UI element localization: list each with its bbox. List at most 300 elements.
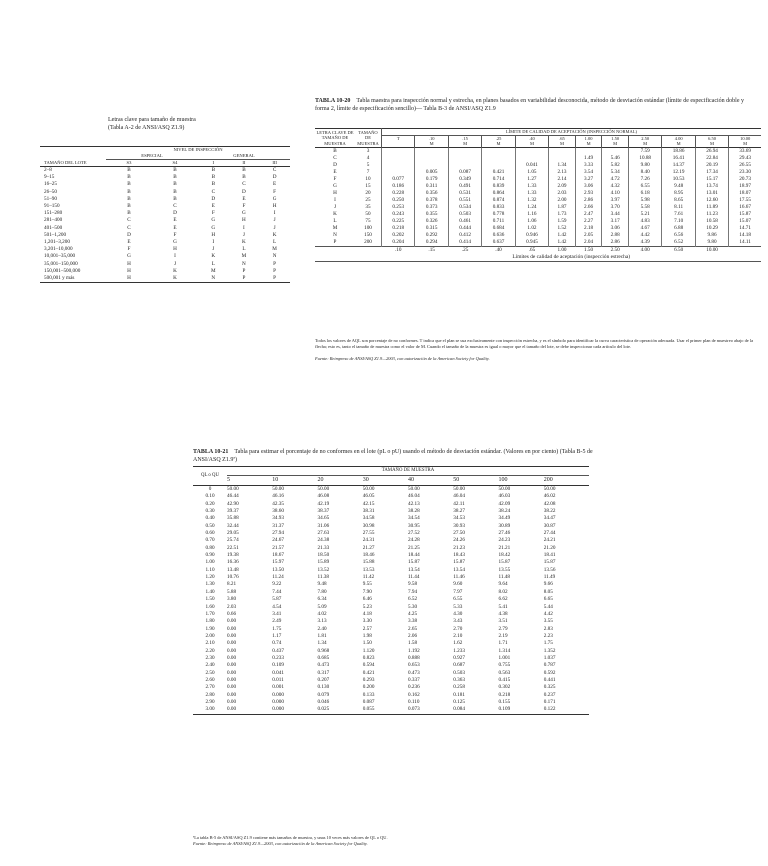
code-letter-cell: N (272, 253, 277, 260)
m-value-cell: 0.412 (448, 232, 481, 239)
tightened-aql-cell: .25 (448, 246, 481, 254)
q-value-cell: 1.00 (205, 559, 215, 566)
percent-cell: 46.05 (362, 493, 375, 500)
sample-size-header: 30 (363, 476, 408, 486)
percent-cell: 4.54 (272, 603, 282, 610)
percent-cell: 19.38 (227, 552, 239, 559)
code-letter-cell: B (242, 167, 246, 173)
percent-cell: 5.30 (408, 603, 418, 610)
percent-cell: 18.42 (498, 552, 511, 559)
percent-cell: 1.037 (543, 654, 556, 661)
percent-cell: 30.98 (362, 522, 375, 529)
aql-col-header: .40 (515, 135, 548, 141)
m-value-cell: 14.11 (729, 239, 761, 247)
code-letter-cell: L (211, 260, 215, 267)
percent-cell: 0.155 (498, 698, 511, 705)
table-row (40, 217, 290, 224)
table-row (315, 169, 761, 176)
m-value-cell: 3.06 (575, 183, 602, 190)
code-letter-cell: H (211, 231, 216, 238)
percent-cell: 42.35 (272, 500, 284, 507)
percent-cell: 30.89 (498, 522, 511, 529)
code-letter-cell: P (242, 267, 246, 274)
code-letter-cell: H (127, 260, 131, 267)
tightened-aql-cell: .40 (482, 246, 515, 254)
percent-cell: 4.42 (543, 610, 553, 617)
lot-size-cell: 2–8 (44, 167, 52, 173)
m-value-cell: 2.66 (575, 204, 602, 211)
sample-size-cell: 5 (366, 161, 370, 168)
table-row (315, 239, 761, 247)
m-col-header: M (549, 141, 576, 147)
code-letter-cell: G (173, 239, 177, 246)
sample-size-cell: 4 (366, 154, 370, 161)
percent-cell: 0.927 (453, 654, 465, 661)
q-value-cell: 1.70 (205, 610, 215, 617)
table-row (315, 211, 761, 218)
aql-col-header: 6.50 (695, 135, 728, 141)
m-value-cell: 0.839 (482, 183, 515, 190)
table-row (193, 537, 589, 544)
m-value-cell: 7.59 (628, 147, 661, 155)
code-letter-cell: D (272, 174, 277, 181)
m-value-cell: 0.218 (382, 225, 415, 232)
percent-cell: 3.43 (453, 618, 463, 625)
percent-cell: 50.00 (498, 486, 511, 492)
m-value-cell: 3.17 (602, 218, 629, 225)
code-letter-cell: L (333, 217, 337, 224)
lot-size-cell: 9–15 (44, 174, 55, 181)
m-value-cell: 17.34 (695, 169, 728, 176)
percent-cell: 15.89 (317, 559, 330, 566)
percent-cell: 42.13 (408, 500, 420, 507)
m-value-cell: 0.202 (382, 232, 415, 239)
tightened-aql-cell: .65 (515, 246, 548, 254)
percent-cell: 11.46 (453, 574, 465, 581)
aql-col-header: .10 (415, 135, 448, 141)
m-value-cell: 1.16 (515, 211, 548, 218)
m-value-cell: 0.356 (415, 190, 448, 197)
percent-cell: 0.473 (408, 669, 420, 676)
percent-cell: 3.80 (227, 596, 237, 603)
table-row (193, 633, 589, 640)
code-letter-cell: B (211, 181, 216, 188)
table-row (315, 162, 761, 169)
code-letter-cell: D (333, 161, 337, 168)
m-col-header: M (729, 141, 761, 147)
m-value-cell: 3.44 (602, 211, 629, 218)
percent-cell: 8.21 (227, 581, 237, 588)
code-letter-cell: H (173, 246, 177, 253)
m-value-cell: 6.55 (628, 183, 661, 190)
percent-cell: 2.23 (543, 632, 553, 639)
m-value-cell: 0.531 (448, 190, 481, 197)
percent-cell: 0.110 (408, 698, 420, 705)
percent-cell: 34.47 (543, 515, 556, 522)
percent-cell: 46.04 (453, 493, 465, 500)
m-value-cell: 10.88 (628, 155, 661, 162)
aql-col-header: 4.00 (662, 135, 695, 141)
sample-size-cell: 200 (364, 238, 372, 245)
table-a2-col-header: S4 (172, 160, 178, 165)
code-letter-cell: M (272, 246, 277, 253)
table-row (193, 523, 589, 530)
q-value-cell: 0.90 (205, 552, 215, 559)
table-row (193, 662, 589, 669)
percent-cell: 0.011 (272, 676, 284, 683)
percent-cell: 38.37 (317, 508, 330, 515)
percent-cell: 34.65 (317, 515, 330, 522)
table-row (315, 183, 761, 190)
table-a2-col-header: I (212, 160, 215, 165)
tightened-aql-cell: 10.00 (695, 246, 728, 254)
m-value-cell (415, 147, 448, 155)
table-10-20-hdr-size: TAMAÑO DE MUESTRA (357, 129, 379, 146)
percent-cell: 0.325 (543, 684, 556, 691)
m-value-cell (448, 147, 481, 155)
percent-cell: 34.49 (498, 515, 511, 522)
sample-size-cell: 150 (364, 231, 372, 238)
table-row (315, 218, 761, 225)
table-10-21-title: Tabla para estimar el porcentaje de no conformes en el lote (pL o pU) usando el método de desviación estándar. (Valores en por ciento) (Tabla B-5 de ANSI/ASQ Z1.9ª) (193, 449, 593, 463)
m-value-cell (482, 147, 515, 155)
q-value-cell: 1.50 (205, 596, 215, 603)
percent-cell: 0.000 (272, 691, 284, 698)
table-row (40, 261, 290, 268)
percent-cell: 25.74 (227, 537, 239, 544)
m-value-cell: 4.32 (602, 183, 629, 190)
percent-cell: 4.30 (453, 610, 463, 617)
q-value-cell: 1.10 (205, 566, 215, 573)
percent-cell: 2.40 (317, 625, 327, 632)
m-value-cell: 20.19 (695, 162, 728, 169)
percent-cell: 1.81 (317, 632, 327, 639)
m-value-cell: 2.88 (602, 232, 629, 239)
table-a2-group-especial: ESPECIAL (106, 153, 198, 160)
m-value-cell: 8.40 (628, 169, 661, 176)
m-value-cell: 0.414 (448, 239, 481, 247)
table-row (40, 232, 290, 239)
m-value-cell: 5.21 (628, 211, 661, 218)
m-value-cell: 26.55 (729, 162, 761, 169)
m-col-header: M (482, 141, 515, 147)
percent-cell: 0.293 (362, 676, 375, 683)
percent-cell: 6.55 (453, 596, 463, 603)
code-letter-cell: C (333, 154, 337, 161)
percent-cell: 3.41 (272, 610, 282, 617)
percent-cell: 50.00 (408, 486, 420, 492)
code-letter-cell: D (127, 231, 131, 238)
percent-cell: 29.05 (227, 530, 239, 537)
percent-cell: 50.00 (272, 486, 284, 492)
percent-cell: 6.46 (362, 596, 372, 603)
percent-cell: 1.75 (543, 640, 553, 647)
percent-cell: 18.46 (362, 552, 375, 559)
q-value-cell: 0.60 (205, 530, 215, 537)
m-value-cell: 7.26 (628, 176, 661, 183)
percent-cell: 9.48 (317, 581, 327, 588)
percent-cell: 11.48 (498, 574, 510, 581)
percent-cell: 50.00 (227, 486, 239, 492)
percent-cell: 11.24 (272, 574, 284, 581)
m-value-cell (382, 169, 415, 176)
percent-cell: 13.50 (272, 566, 284, 573)
m-value-cell: 10.58 (695, 218, 728, 225)
percent-cell: 38.27 (453, 508, 465, 515)
m-col-header: M (662, 141, 695, 147)
m-value-cell: 4.67 (628, 225, 661, 232)
percent-cell: 0.087 (362, 698, 375, 705)
q-value-cell: 2.80 (205, 691, 215, 698)
aql-col-header: 2.50 (628, 135, 661, 141)
code-letter-cell: J (212, 246, 215, 253)
table-row (40, 189, 290, 196)
percent-cell: 4.38 (498, 610, 508, 617)
percent-cell: 6.52 (408, 596, 418, 603)
m-value-cell: 12.60 (695, 197, 728, 204)
code-letter-cell: J (242, 231, 245, 238)
m-value-cell: 23.30 (729, 169, 761, 176)
table-10-20-hdr-letter: LETRA CLAVE DE TAMAÑO DE MUESTRA (316, 129, 354, 146)
lot-size-cell: 26–50 (44, 188, 57, 195)
percent-cell: 4.02 (317, 610, 327, 617)
m-value-cell: 0.228 (382, 190, 415, 197)
code-letter-cell: C (127, 217, 131, 224)
table-10-21-source: Fuente: Reimpreso de ANSI/ASQ Z1.9—2003, con autorización de la American Society for Quality. (193, 840, 368, 846)
percent-cell: 0.00 (227, 691, 237, 698)
table-row (193, 684, 589, 691)
percent-cell: 5.88 (227, 588, 237, 595)
table-row (40, 210, 290, 217)
percent-cell: 0.00 (227, 654, 237, 661)
percent-cell: 0.073 (408, 706, 453, 714)
q-value-cell: 2.00 (205, 632, 215, 639)
code-letter-cell: I (334, 196, 336, 203)
aql-col-header: 1.50 (602, 135, 629, 141)
code-letter-cell: B (173, 195, 177, 202)
percent-cell: 0.207 (317, 676, 330, 683)
percent-cell: 0.130 (317, 684, 330, 691)
tightened-aql-cell: .10 (382, 246, 415, 254)
m-value-cell: 3.54 (575, 169, 602, 176)
percent-cell: 5.09 (317, 603, 327, 610)
q-value-cell: 2.30 (205, 654, 215, 661)
m-col-header: M (602, 141, 629, 147)
sample-size-cell: 75 (365, 217, 371, 224)
percent-cell: 3.38 (408, 618, 418, 625)
lot-size-cell: 500,001 y más (40, 275, 106, 283)
percent-cell: 21.57 (272, 544, 284, 551)
q-value-cell: 2.90 (205, 698, 215, 705)
m-value-cell: 0.243 (382, 211, 415, 218)
lot-size-cell: 281–400 (44, 217, 63, 224)
percent-cell: 5.41 (498, 603, 508, 610)
code-letter-cell: J (333, 203, 337, 210)
percent-cell: 0.74 (272, 640, 282, 647)
m-value-cell: 11.23 (695, 211, 728, 218)
percent-cell: 9.66 (543, 581, 553, 588)
m-value-cell: 0.005 (415, 169, 448, 176)
percent-cell: 1.71 (498, 640, 508, 647)
m-value-cell: 0.946 (515, 232, 548, 239)
m-value-cell: 1.59 (549, 218, 576, 225)
percent-cell: 0.337 (408, 676, 420, 683)
percent-cell: 0.258 (453, 684, 465, 691)
table-row (40, 275, 290, 283)
percent-cell: 24.31 (362, 537, 375, 544)
lot-size-cell: 3,201–10,000 (44, 246, 73, 253)
m-value-cell: 22.84 (695, 155, 728, 162)
percent-cell: 0.00 (227, 647, 237, 654)
m-value-cell: 15.17 (695, 176, 728, 183)
table-row (40, 253, 290, 260)
m-value-cell: 0.253 (382, 204, 415, 211)
percent-cell: 2.10 (453, 632, 463, 639)
q-value-cell: 1.40 (205, 588, 215, 595)
bottom-spacer (315, 246, 355, 254)
percent-cell: 2.19 (498, 632, 508, 639)
percent-cell: 21.23 (453, 544, 465, 551)
percent-cell: 30.95 (408, 522, 420, 529)
code-letter-cell: C (242, 181, 246, 188)
m-value-cell: 14.18 (729, 232, 761, 239)
code-letter-cell: E (173, 217, 177, 224)
table-10-20-note: Todos los valores de AQL son porcentaje de no conformes. T indica que el plan se usa exclusivamente con inspección estrecha, y es el símbolo para identificar la curva característica de operación adecuada. Usar el primer plan de muestreo abajo de la flecha; esto es, tanto el tamaño de muestra como el valor de M. Cuando el tamaño de la muestra es igual o mayor que el tamaño del lote, se debe inspeccionar cada artículo del lote. (315, 338, 754, 349)
table-row (193, 677, 589, 684)
code-letter-cell: H (242, 217, 246, 224)
m-value-cell: 20.73 (729, 176, 761, 183)
percent-cell: 0.171 (543, 698, 556, 705)
percent-cell: 24.67 (272, 537, 284, 544)
m-value-cell: 9.80 (695, 239, 728, 247)
m-value-cell: 14.37 (662, 162, 695, 169)
m-value-cell: 29.43 (729, 155, 761, 162)
percent-cell: 32.44 (227, 522, 239, 529)
percent-cell: 46.02 (543, 493, 556, 500)
q-value-cell: 0.10 (205, 493, 215, 500)
table-row (193, 545, 589, 552)
percent-cell: 50.00 (317, 486, 330, 492)
m-value-cell: 14.71 (729, 225, 761, 232)
code-letter-cell: J (273, 217, 276, 224)
table-row (193, 567, 589, 574)
percent-cell: 24.38 (317, 537, 330, 544)
percent-cell: 0.00 (227, 640, 237, 647)
table-row (315, 147, 761, 155)
percent-cell: 27.63 (317, 530, 330, 537)
m-value-cell: 2.09 (549, 183, 576, 190)
m-value-cell: 1.52 (549, 225, 576, 232)
code-letter-cell: H (333, 189, 337, 196)
table-row (193, 515, 589, 522)
code-letter-cell: E (127, 239, 131, 246)
m-col-header: M (515, 141, 548, 147)
table-row (40, 225, 290, 232)
percent-cell: 31.37 (272, 522, 284, 529)
m-value-cell: 12.19 (662, 169, 695, 176)
m-value-cell: 6.18 (628, 190, 661, 197)
m-value-cell: 16.67 (729, 204, 761, 211)
code-letter-cell: P (273, 267, 277, 274)
q-value-cell: 1.20 (205, 574, 215, 581)
percent-cell: 13.48 (227, 566, 239, 573)
q-value-cell: 2.40 (205, 662, 215, 669)
m-value-cell: 18.07 (729, 190, 761, 197)
percent-cell: 27.46 (498, 530, 511, 537)
m-value-cell: 9.80 (628, 162, 661, 169)
q-value-cell: 0.30 (205, 508, 215, 515)
m-value-cell: 17.55 (729, 197, 761, 204)
table-a2-caption-line2: (Tabla A-2 de ANSI/ASQ Z1.9) (108, 124, 185, 131)
m-value-cell: 0.179 (415, 176, 448, 183)
m-value-cell: 13.74 (695, 183, 728, 190)
percent-cell: 50.00 (453, 486, 465, 492)
m-value-cell (549, 147, 576, 155)
percent-cell: 34.93 (272, 515, 284, 522)
m-value-cell: 0.778 (482, 211, 515, 218)
percent-cell: 46.03 (498, 493, 511, 500)
percent-cell: 0.200 (362, 684, 375, 691)
table-a2-group-title: NIVEL DE INSPECCIÓN (173, 147, 223, 152)
percent-cell: 0.00 (227, 706, 272, 714)
percent-cell: 0.563 (498, 669, 511, 676)
table-10-20-hdr-aql: LÍMITE DE CALIDAD DE ACEPTACIÓN (INSPECCIÓN NORMAL) (382, 129, 762, 136)
sample-size-cell: 35 (365, 203, 371, 210)
q-value-cell: 0.20 (205, 500, 215, 507)
percent-cell: 1.192 (408, 647, 420, 654)
table-a2-col-header: III (272, 160, 277, 165)
m-value-cell: 3.97 (602, 197, 629, 204)
percent-cell: 2.57 (362, 625, 372, 632)
table-row (193, 493, 589, 500)
percent-cell: 0.133 (362, 691, 375, 698)
percent-cell: 18.50 (317, 552, 330, 559)
code-letter-cell: B (242, 174, 246, 181)
percent-cell: 0.079 (317, 691, 330, 698)
m-value-cell: 0.087 (448, 169, 481, 176)
table-10-20-caption (315, 98, 755, 113)
m-value-cell: 0.355 (415, 211, 448, 218)
m-col-header: M (415, 141, 448, 147)
percent-cell: 1.98 (362, 632, 372, 639)
code-letter-cell: G (272, 195, 277, 202)
m-value-cell: 8.95 (662, 190, 695, 197)
m-value-cell (382, 162, 415, 169)
percent-cell: 0.592 (543, 669, 556, 676)
m-value-cell: 10.53 (662, 176, 695, 183)
code-letter-cell: P (229, 275, 260, 283)
percent-cell: 30.93 (453, 522, 465, 529)
sample-size-cell: 20 (365, 189, 371, 196)
percent-cell: 18.67 (272, 552, 284, 559)
lot-size-cell: 501–1,200 (44, 231, 67, 238)
table-row (193, 501, 589, 508)
percent-cell: 0.000 (272, 706, 317, 714)
percent-cell: 0.421 (362, 669, 375, 676)
q-value-cell: 3.00 (193, 706, 227, 714)
table-row (40, 196, 290, 203)
percent-cell: 13.56 (543, 566, 556, 573)
percent-cell: 10.76 (227, 574, 239, 581)
m-value-cell: 4.39 (628, 239, 661, 247)
table-10-21-caption (193, 449, 593, 464)
bottom-spacer (355, 246, 382, 254)
m-value-cell: 2.14 (549, 176, 576, 183)
m-value-cell: 2.13 (549, 169, 576, 176)
code-letter-cell: I (273, 210, 276, 217)
m-value-cell: 1.42 (549, 232, 576, 239)
percent-cell: 27.50 (453, 530, 465, 537)
